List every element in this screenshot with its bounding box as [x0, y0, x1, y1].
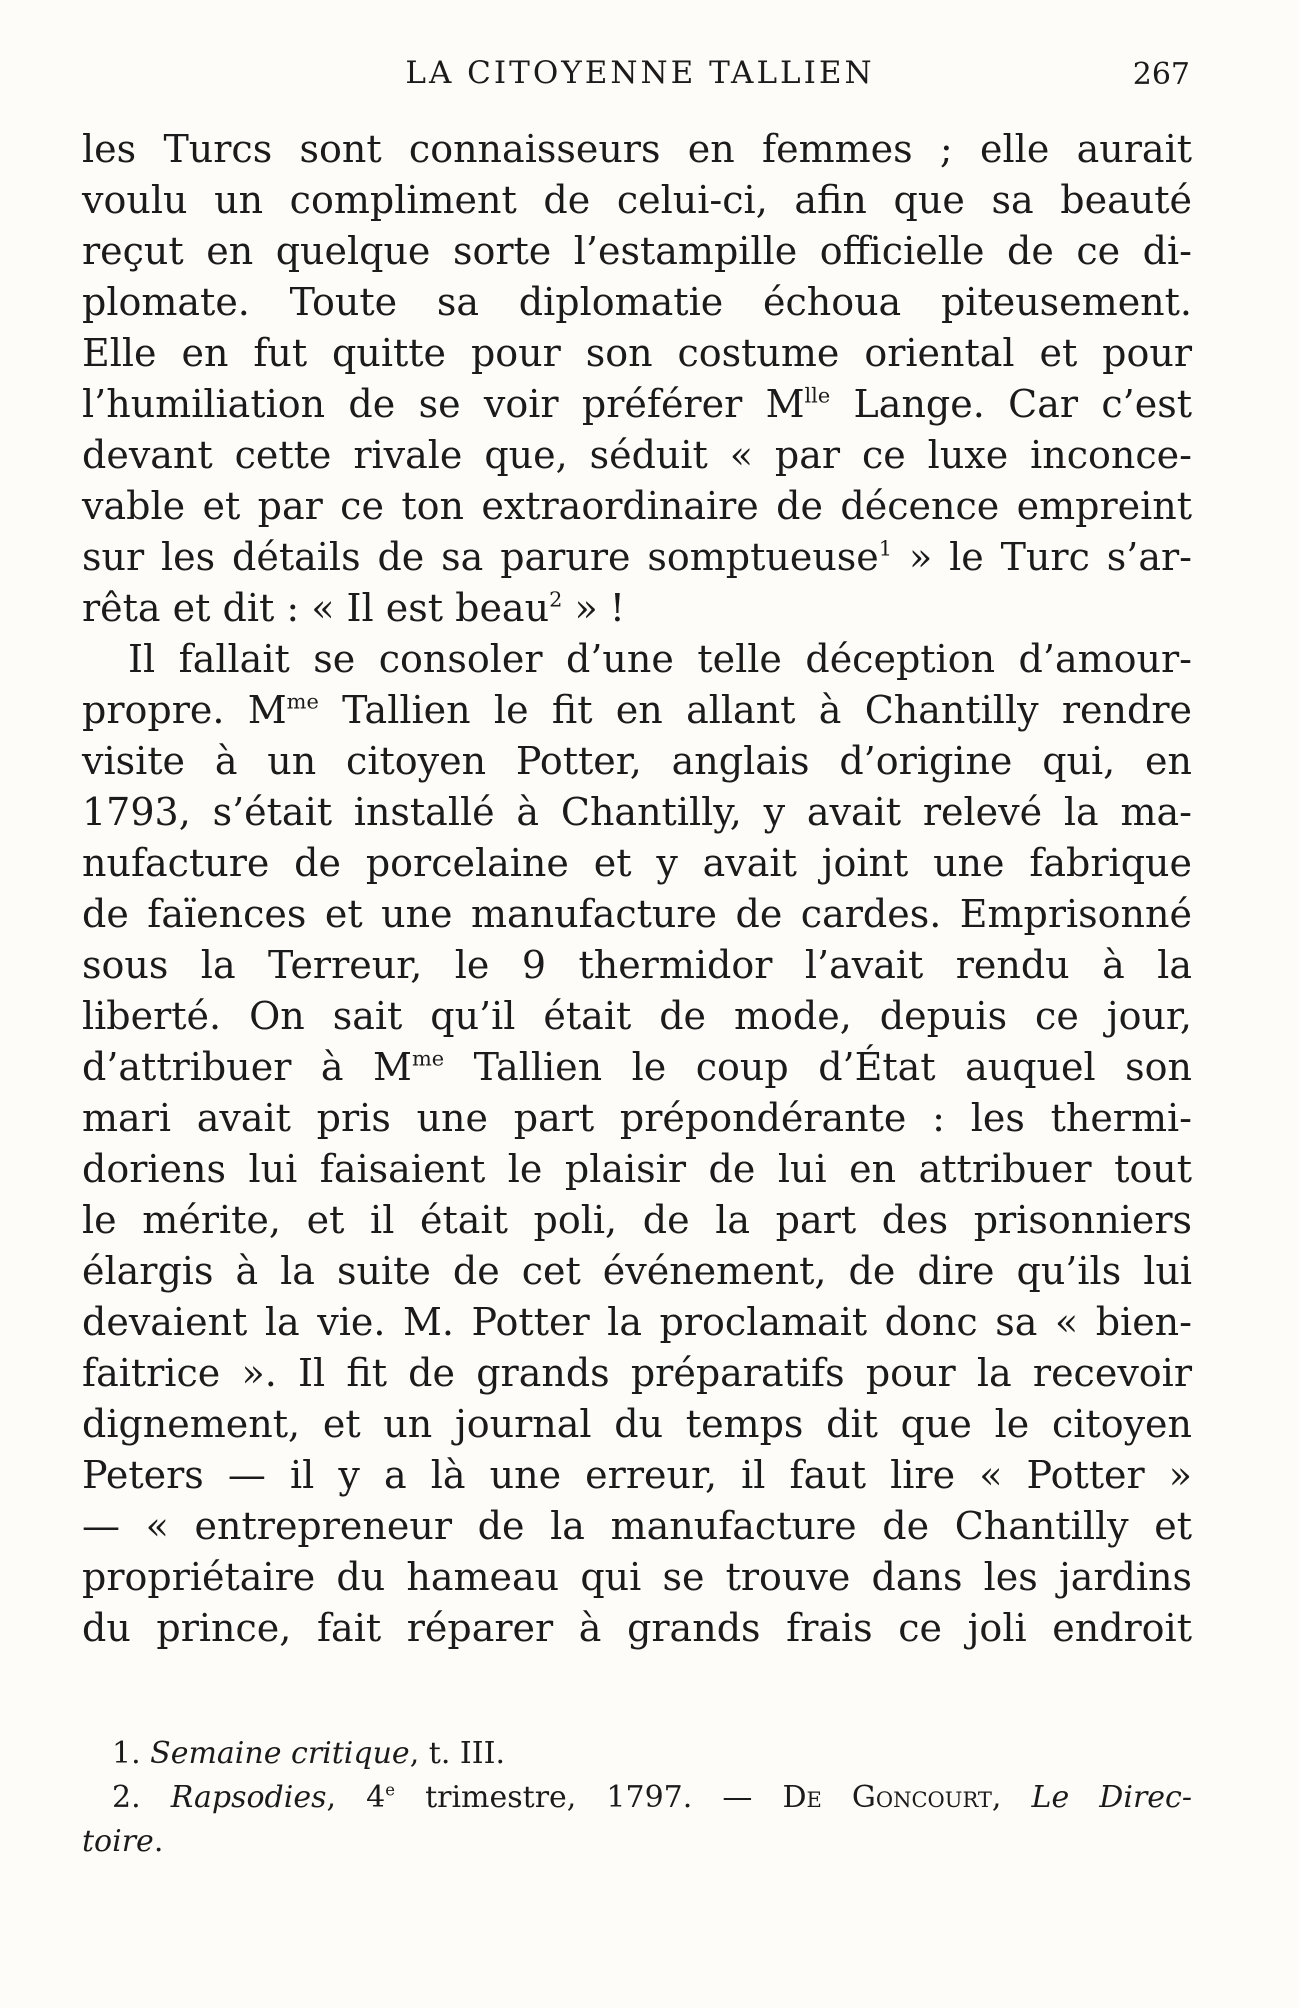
text-line	[82, 532, 1192, 583]
text-line: 1793, s’était installé à Chantilly, y avait relevé la ma-	[82, 790, 1192, 834]
text-line: voulu un compliment de celui-ci, afin que sa beauté	[82, 178, 1192, 222]
superscript: lle	[804, 383, 831, 408]
text-line: Il fallait se consoler d’une telle déception d’amour-	[128, 637, 1192, 681]
text-line	[82, 583, 1192, 634]
text-line: Peters — il y a là une erreur, il faut lire « Potter »	[82, 1453, 1192, 1497]
text-line: nufacture de porcelaine et y avait joint une fabrique	[82, 841, 1192, 885]
body-text	[82, 124, 1192, 1654]
text-line: visite à un citoyen Potter, anglais d’origine qui, en	[82, 739, 1192, 783]
footnote-text: ,	[991, 1780, 1032, 1815]
footnotes	[82, 1732, 1192, 1864]
superscript: me	[411, 1046, 445, 1071]
footnote-ref-2: 2	[549, 587, 563, 612]
text-line: reçut en quelque sorte l’estampille officielle de ce di-	[82, 229, 1192, 273]
text-line: — « entrepreneur de la manufacture de Chantilly et	[82, 1504, 1192, 1548]
text-line: doriens lui faisaient le plaisir de lui en attribuer tout	[82, 1147, 1192, 1191]
text-line: mari avait pris une part prépondérante : les thermi-	[82, 1096, 1192, 1140]
footnote-ref-1: 1	[878, 536, 893, 561]
footnote-number: 1.	[112, 1736, 151, 1771]
text-line	[82, 685, 1192, 736]
text-line	[82, 1042, 1192, 1093]
footnote-text: , t. III.	[409, 1736, 505, 1771]
text-line: devant cette rivale que, séduit « par ce luxe inconce-	[82, 433, 1192, 477]
text-line: dignement, et un journal du temps dit que le citoyen	[82, 1402, 1192, 1446]
text-line: devaient la vie. M. Potter la proclamait donc sa « bien-	[82, 1300, 1192, 1344]
footnote-2	[82, 1776, 1192, 1820]
footnote-author: De Goncourt	[782, 1780, 992, 1815]
footnote-number: 2.	[112, 1780, 171, 1815]
text-line: élargis à la suite de cet événement, de dire qu’ils lui	[82, 1249, 1192, 1293]
text-line: faitrice ». Il fit de grands préparatifs pour la recevoir	[82, 1351, 1192, 1395]
footnote-title: Semaine critique	[150, 1736, 410, 1771]
running-title: LA CITOYENNE TALLIEN	[405, 55, 875, 91]
superscript: e	[385, 1780, 395, 1800]
text-segment: Tallien le coup d’État auquel son	[444, 1045, 1193, 1089]
text-line: de faïences et une manufacture de cardes. Emprisonné	[82, 892, 1192, 936]
footnote-text: trimestre, 1797. —	[394, 1780, 783, 1815]
footnote-1	[82, 1732, 1192, 1776]
running-head	[80, 55, 1190, 95]
text-line: du prince, fait réparer à grands frais ce joli endroit	[82, 1606, 1192, 1650]
text-line: sous la Terreur, le 9 thermidor l’avait rendu à la	[82, 943, 1192, 987]
text-line: les Turcs sont connaisseurs en femmes ; elle aurait	[82, 127, 1192, 171]
text-segment: propre. M	[82, 688, 287, 732]
text-segment: rêta et dit : « Il est beau	[82, 586, 550, 630]
text-line: plomate. Toute sa diplomatie échoua piteusement.	[82, 280, 1192, 324]
footnote-text: .	[153, 1824, 164, 1859]
text-line: liberté. On sait qu’il était de mode, depuis ce jour,	[82, 994, 1192, 1038]
text-segment: Lange. Car c’est	[830, 382, 1192, 426]
footnote-book-title: toire	[82, 1824, 154, 1859]
page-number: 267	[1132, 57, 1190, 92]
superscript: me	[286, 689, 319, 714]
text-line: Elle en fut quitte pour son costume oriental et pour	[82, 331, 1192, 375]
footnote-book-title: Le Direc-	[1031, 1780, 1192, 1815]
text-segment: sur les détails de sa parure somptueuse	[82, 535, 879, 579]
text-line	[82, 379, 1192, 430]
footnote-2-continued	[82, 1820, 1192, 1864]
text-segment: l’humiliation de se voir préférer M	[82, 382, 805, 426]
text-line: vable et par ce ton extraordinaire de décence empreint	[82, 484, 1192, 528]
text-segment: » !	[562, 586, 626, 630]
text-segment: Tallien le fit en allant à Chantilly rendre	[318, 688, 1193, 732]
footnote-text: , 4	[326, 1780, 386, 1815]
text-line: propriétaire du hameau qui se trouve dans les jardins	[82, 1555, 1192, 1599]
text-segment: » le Turc s’ar-	[892, 535, 1192, 579]
text-segment: d’attribuer à M	[82, 1045, 412, 1089]
footnote-title: Rapsodies	[170, 1780, 327, 1815]
text-line: le mérite, et il était poli, de la part des prisonniers	[82, 1198, 1192, 1242]
